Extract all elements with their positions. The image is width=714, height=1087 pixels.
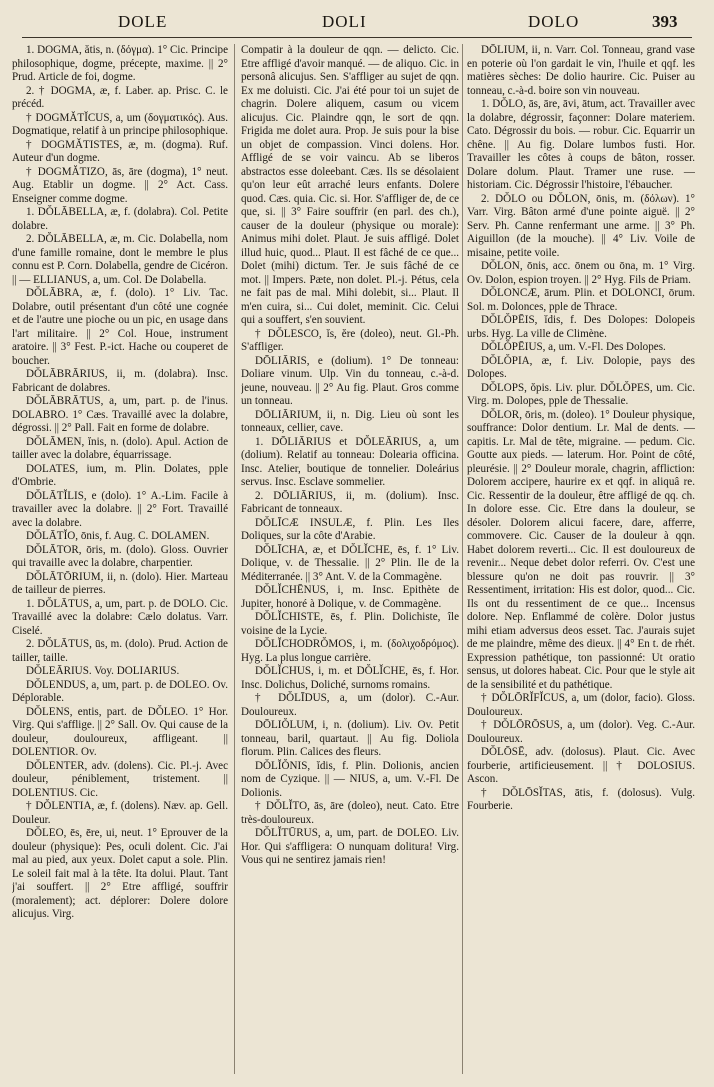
dictionary-entry: DŎLON, ōnis, acc. ōnem ou ōna, m. 1° Virg. Ov. Dolon, espion troyen. || 2° Hyg. Fils de Priam.: [467, 260, 695, 286]
dictionary-entry: DŎLEĀRIUS. Voy. DOLIARIUS.: [26, 665, 180, 677]
dictionary-entry: † DŎLŌSĬTAS, ātis, f. (dolosus). Vulg. Fourberie.: [467, 786, 695, 812]
dictionary-entry: † DŎLŌRĬFĬCUS, a, um (dolor, facio). Gloss. Douloureux.: [467, 692, 695, 718]
dictionary-entry: DŎLĬCHUS, i, m. et DŎLĬCHE, ēs, f. Hor. Insc. Dolichus, Doliché, surnoms romains.: [241, 665, 459, 691]
dictionary-entry: DŎLĀTOR, ōris, m. (dolo). Gloss. Ouvrier qui travaille avec la dolabre, charpentier.: [12, 543, 228, 569]
column-divider: [462, 44, 463, 1074]
dictionary-entry: DŎLONCÆ, ārum. Plin. et DOLONCI, ōrum. Sol. m. Dolonces, pple de Thrace.: [467, 287, 695, 313]
dictionary-entry: † DOGMĂTISTES, æ, m. (dogma). Ruf. Auteur d'un dogme.: [12, 138, 228, 164]
dictionary-entry: † DŎLŌRŌSUS, a, um (dolor). Veg. C.-Aur. Douloureux.: [467, 719, 695, 745]
dictionary-entry: † DŎLĬTO, ās, āre (doleo), neut. Cato. Etre très-douloureux.: [241, 800, 459, 826]
dictionary-entry: DŌLIĀRIUM, ii, n. Dig. Lieu où sont les tonneaux, cellier, cave.: [241, 408, 459, 434]
page-number: 393: [652, 12, 678, 31]
dictionary-entry: DŎLĀTĬLIS, e (dolo). 1° A.-Lim. Facile à travailler avec la dolabre. || 2° Fort. Travaillé avec la dolabre.: [12, 489, 228, 529]
dictionary-entry: DŎLŎPIA, æ, f. Liv. Dolopie, pays des Dolopes.: [467, 354, 695, 380]
dictionary-entry: DŎLŌSĒ, adv. (dolosus). Plaut. Cic. Avec fourberie, artificieusement. || † DOLOSIUS. Ascon.: [467, 746, 695, 785]
column-right: [467, 44, 695, 1080]
dictionary-entry: DŎLĬŎNIS, ĭdis, f. Plin. Dolionis, ancien nom de Cyzique. || — NIUS, a, um. V.-Fl. De Dolionis.: [241, 759, 459, 799]
dictionary-entry: DŎLOPS, ŏpis. Liv. plur. DŎLŎPES, um. Cic. Virg. m. Dolopes, pple de Thessalie.: [467, 381, 695, 407]
dictionary-entry: † DŎLESCO, ĭs, ĕre (doleo), neut. Gl.-Ph. S'affliger.: [241, 327, 459, 353]
dictionary-entry: DŌLIĀRIS, e (dolium). 1° De tonneau: Doliare vinum. Ulp. Vin du tonneau, c.-à-d. jeune, nouveau. || 2° Au fig. Plaut. Gros comme un tonneau.: [241, 354, 459, 407]
dictionary-entry: 2. † DOGMA, æ, f. Laber. ap. Prisc. C. le précéd.: [12, 84, 228, 110]
dictionary-entry: DŌLIUM, ii, n. Varr. Col. Tonneau, grand vase en poterie où l'on gardait le vin, l'huile et qqf. les matières sèches: De dolio haurire. Cic. Puiser au tonneau, c.-à-d. boire son vin nouveau.: [467, 44, 695, 97]
dictionary-entry: DŎLĬTŪRUS, a, um, part. de DOLEO. Liv. Hor. Qui s'affligera: O nunquam dolitura! Virg. Vous qui ne sentirez jamais rien!: [241, 827, 459, 866]
dictionary-entry: DŌLIŎLUM, i, n. (dolium). Liv. Ov. Petit tonneau, baril, quartaut. || Au fig. Doliola florum. Plin. Calices des fleurs.: [241, 719, 459, 758]
dictionary-entry: DŎLENS, entis, part. de DŎLEO. 1° Hor. Virg. Qui s'afflige. || 2° Sall. Ov. Qui cause de la douleur, douloureux, affligeant. || DOLENTIOR. Ov.: [12, 705, 228, 758]
dictionary-entry: DŎLĀTĬO, ōnis, f. Aug. C. DOLAMEN.: [26, 530, 210, 542]
dictionary-entry: Compatir à la douleur de qqn. — delicto. Cic. Etre affligé d'avoir manqué. — de aliquo. Cic. in personâ alicujus. Sen. S'affliger au sujet de qqn. Ex me doluisti. Cic. J'ai été pour toi un sujet de chagrin. Dolere aliquem, casum ou vicem alicujus. Cic. Plaindre qqn, le sort de qqn. Frigida me dolet aura. Prop. Je suis pour la bise un objet de compassion. Vinci dolens. Hor. Affligé de se voir vaincu. Ab se liberos abstractos esse doleebant. Cæs. Ils se désolaient qu'on leur eût arraché leurs enfants. Dolere quod. Cæs. quia. Cic. si. Hor. S'affliger de, de ce que, si. || 3° Faire souffrir (en parl. des ch.), causer de la douleur (physique ou morale): Animus mihi dolet. Plaut. Je suis affligé. Dolet illud huic, quod... Plaut. Il est fâché de ce que... Dolet (mihi) dictum. Ter. Je suis fâché de ce mot. || Impers. Pæte, non dolet. Pl.-j. Pétus, cela ne fait pas de mal. Mihi dolebit, si... Plaut. Il m'en cuira, si... Cui dolet, meminit. Cic. Celui qui a souffert, s'en souvient.: [241, 44, 459, 326]
header-rule: [22, 37, 692, 38]
dictionary-entry: DŎLĀBRĀRIUS, ii, m. (dolabra). Insc. Fabricant de dolabres.: [12, 368, 228, 394]
dictionary-entry: DŎLĪCHA, æ, et DŎLĬCHE, ēs, f. 1° Liv. Dolique, v. de Thessalie. || 2° Plin. Ile de la Méditerranée. || 3° Ant. V. de la Commagène.: [241, 543, 459, 583]
dictionary-entry: DŎLĀMEN, ĭnis, n. (dolo). Apul. Action de tailler avec la dolabre, équarrissage.: [12, 435, 228, 461]
dictionary-entry: DŎLEO, ēs, ēre, ui, neut. 1° Eprouver de la douleur (physique): Pes, oculi dolent. Cic. J'ai mal au pied, aux yeux. Dolet caput a sole. Plin. Le soleil fait mal à la tête. Ita dolui. Plaut. Tant j'ai souffert. || 2° Etre affligé, souffrir (moralement); act. déplorer: Dolere dolore alicujus. Virg.: [12, 827, 228, 920]
header-center-guide-word: DOLI: [322, 12, 367, 31]
dictionary-entry: DŎLOR, ōris, m. (doleo). 1° Douleur physique, souffrance: Dolor dentium. Lr. Mal de dents. — capitis. Lr. Mal de tête, migraine. — pedum. Cic. Goutte aux pieds. — laterum. Hor. Point de côté, pleurésie. || 2° Douleur morale, chagrin, affliction: Dolorem accipere, haurire ex et qqf. in aliquâ re. Cic. Ressentir de la douleur, être affligé de qq. ch. In dolore esse. Cic. Etre dans la douleur, se désoler. Dolorem alicui facere, dare, afferre, commovere. Cic. Causer de la douleur à qqn. Habet dolorem reverti... Cic. Il est douloureux de revenir... Neque debet dolor referri. Ov. C'est une blessure qu'on ne doit pas rouvrir. || 3° Ressentiment, irritation: His est dolor, quod... Cic. Ils ont du ressentiment de ce que... Incensus dolore. Nep. Enflammé de colère. Dolor justus mihi etiam adversus deos esset. Tac. J'aurais sujet de me plaindre, même des dieux. || 4° En t. de rhét. Expression pathétique, ton passionné: Ut oratio sensus, ut dolores habeat. Cic. Pour que le style ait de la sensibilité et du pathétique.: [467, 408, 695, 691]
dictionary-entry: 2. DŎLĀTUS, ūs, m. (dolo). Prud. Action de tailler, taille.: [12, 638, 228, 664]
dictionary-entry: † DOGMĂTĬCUS, a, um (δογματικός). Aus. Dogmatique, relatif à un principe philosophique.: [12, 111, 228, 137]
dictionary-entry: 1. DŌLIĀRIUS et DŎLEĀRIUS, a, um (dolium). Relatif au tonneau: Dolearia officina. Insc. Atelier, boutique de tonnelier. Doleárius servus. Insc. Esclave sommelier.: [241, 435, 459, 488]
header-left-guide-word: DOLE: [118, 12, 168, 31]
dictionary-entry: 1. DŎLO, ās, āre, āvi, ātum, act. Travailler avec la dolabre, dégrossir, façonner: Dolare materiem. Cato. Dégrossir du bois. — robur. Cic. Equarrir un chêne. || Au fig. Dolare lumbos fusti. Hor. Travailler les côtes à coups de bâton, rosser. Dolare dolum. Plaut. Tramer une ruse. — historiam. Cic. Dégrossir l'histoire, l'ébaucher.: [467, 98, 695, 191]
dictionary-entry: DŎLENDUS, a, um, part. p. de DOLEO. Ov. Déplorable.: [12, 678, 228, 704]
dictionary-entry: DOLATES, ium, m. Plin. Dolates, pple d'Ombrie.: [12, 462, 228, 488]
dictionary-entry: DŎLŎPĒIS, ĭdis, f. Des Dolopes: Dolopeis urbs. Hyg. La ville de Climène.: [467, 314, 695, 340]
dictionary-entry: DŎLĬCHĒNUS, i, m. Insc. Epithète de Jupiter, honoré à Dolique, v. de Commagène.: [241, 584, 459, 610]
column-left: [12, 44, 228, 1080]
dictionary-entry: 2. DŌLIĀRIUS, ii, m. (dolium). Insc. Fabricant de tonneaux.: [241, 489, 459, 515]
running-header: [0, 0, 714, 40]
dictionary-entry: † DOGMĂTIZO, ās, āre (dogma), 1° neut. Aug. Etablir un dogme. || 2° Act. Cass. Enseigner comme dogme.: [12, 165, 228, 205]
dictionary-entry: 2. DŎLO ou DŎLON, ōnis, m. (δόλων). 1° Varr. Virg. Bâton armé d'une pointe aiguë. || 2° Serv. Ph. Canne renfermant une arme. || 3° Ph. Aiguillon (de la mouche). || 4° Liv. Voile de misaine, petite voile.: [467, 192, 695, 259]
dictionary-entry: 1. DOGMA, ătis, n. (δόγμα). 1° Cic. Principe philosophique, dogme, précepte, maxime. || 2° Prud. Article de foi, dogme.: [12, 44, 228, 83]
dictionary-entry: DŎLŎPĒIUS, a, um. V.-Fl. Des Dolopes.: [481, 341, 666, 353]
dictionary-entry: 1. DŎLĀBELLA, æ, f. (dolabra). Col. Petite dolabre.: [12, 206, 228, 232]
dictionary-entry: DŎLĬCHODRŎMOS, i, m. (δολιχοδρόμος). Hyg. La plus longue carrière.: [241, 638, 459, 664]
dictionary-entry: 2. DŎLĀBELLA, æ, m. Cic. Dolabella, nom d'une famille romaine, dont le membre le plus connu est P. Corn. Dolabella, gendre de Cicéron. || — ELLIANUS, a, um. Col. De Dolabella.: [12, 233, 228, 286]
dictionary-entry: DŎLĀBRA, æ, f. (dolo). 1° Liv. Tac. Dolabre, outil présentant d'un côté une cognée et de l'autre une pioche ou un pic, en usage dans l'art militaire. || 2° Col. Houe, instrument aratoire. || 3° Fest. P.-ict. Hache ou couperet de boucher.: [12, 287, 228, 367]
column-divider: [234, 44, 235, 1074]
dictionary-entry: DŎLĀBRĀTUS, a, um, part. p. de l'inus. DOLABRO. 1° Cæs. Travaillé avec la dolabre, dégrossi. || 2° Pall. Fait en forme de dolabre.: [12, 395, 228, 434]
dictionary-entry: DŎLĀTŌRIUM, ii, n. (dolo). Hier. Marteau de tailleur de pierres.: [12, 570, 228, 596]
dictionary-entry: DŎLENTER, adv. (dolens). Cic. Pl.-j. Avec douleur, péniblement, tristement. || DOLENTIUS. Cic.: [12, 759, 228, 799]
column-middle: [241, 44, 459, 1080]
dictionary-entry: † DŎLĪDUS, a, um (dolor). C.-Aur. Douloureux.: [241, 692, 459, 718]
header-right-guide-word: DOLO: [528, 12, 580, 31]
dictionary-entry: † DŎLENTIA, æ, f. (dolens). Næv. ap. Gell. Douleur.: [12, 800, 228, 826]
dictionary-entry: DŎLĬCHISTE, ēs, f. Plin. Dolichiste, île voisine de la Lycie.: [241, 611, 459, 637]
dictionary-entry: 1. DŎLĀTUS, a, um, part. p. de DOLO. Cic. Travaillé avec la dolabre: Cælo dolatus. Varr. Ciselé.: [12, 597, 228, 637]
dictionary-entry: DŎLĪCÆ INSULÆ, f. Plin. Les Iles Doliques, sur la côte d'Arabie.: [241, 516, 459, 542]
